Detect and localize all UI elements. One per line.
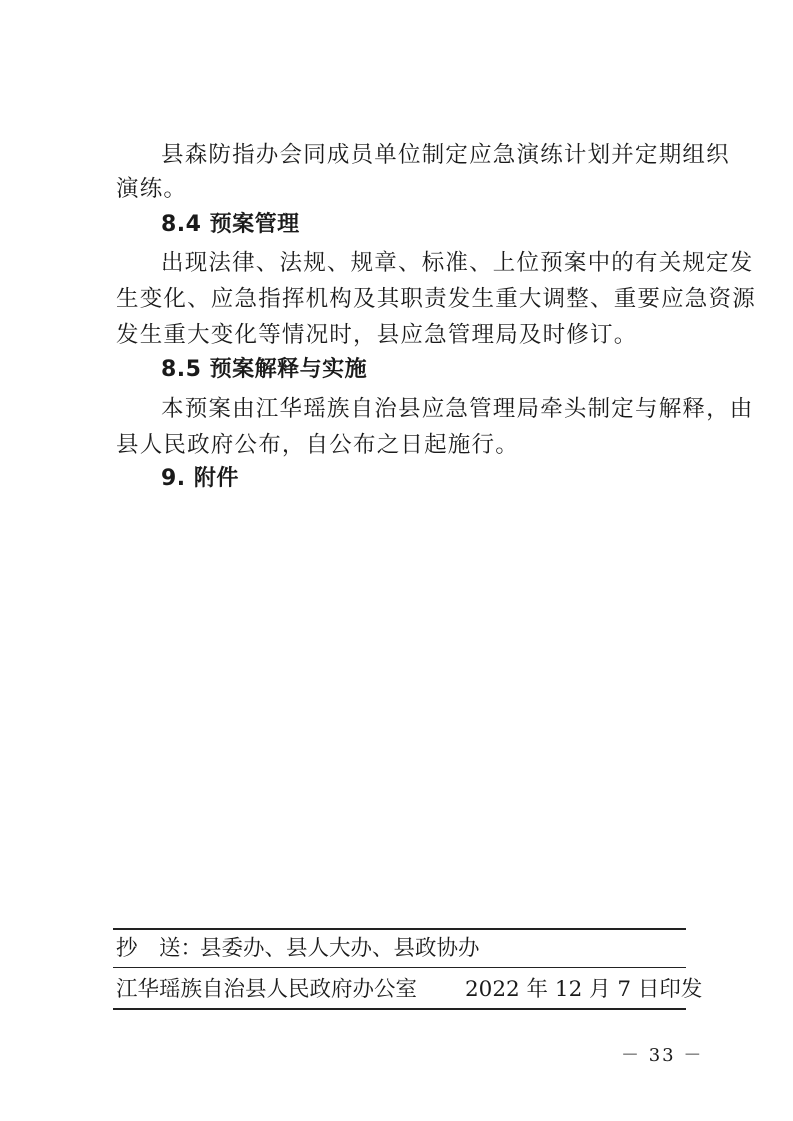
issuer: 江华瑶族自治县人民政府办公室 xyxy=(116,977,418,1002)
paragraph-1-line-2: 演练。 xyxy=(116,176,188,202)
issue-date: 2022 年 12 月 7 日印发 xyxy=(465,977,703,1002)
footer-middle-rule xyxy=(113,967,686,968)
section-8-4-line-3: 发生重大变化等情况时，县应急管理局及时修订。 xyxy=(116,322,638,348)
section-8-4-heading: 8.4 预案管理 xyxy=(161,212,300,237)
footer-top-rule xyxy=(113,928,686,930)
section-8-4-line-1: 出现法律、法规、规章、标准、上位预案中的有关规定发 xyxy=(161,250,754,276)
cc-recipients: 县委办、县人大办、县政协办 xyxy=(200,936,480,961)
paragraph-1-line-1: 县森防指办会同成员单位制定应急演练计划并定期组织 xyxy=(161,142,730,168)
section-8-5-line-2: 县人民政府公布，自公布之日起施行。 xyxy=(116,432,519,458)
page-number: － 33 － xyxy=(621,1045,704,1066)
section-8-5-line-1: 本预案由江华瑶族自治县应急管理局牵头制定与解释，由 xyxy=(161,396,754,422)
section-8-5-heading: 8.5 预案解释与实施 xyxy=(161,357,368,382)
section-8-4-line-2: 生变化、应急指挥机构及其职责发生重大调整、重要应急资源 xyxy=(116,286,756,312)
footer-bottom-rule xyxy=(113,1008,686,1010)
cc-label: 抄 送： xyxy=(116,936,203,961)
section-9-heading: 9. 附件 xyxy=(161,466,239,491)
